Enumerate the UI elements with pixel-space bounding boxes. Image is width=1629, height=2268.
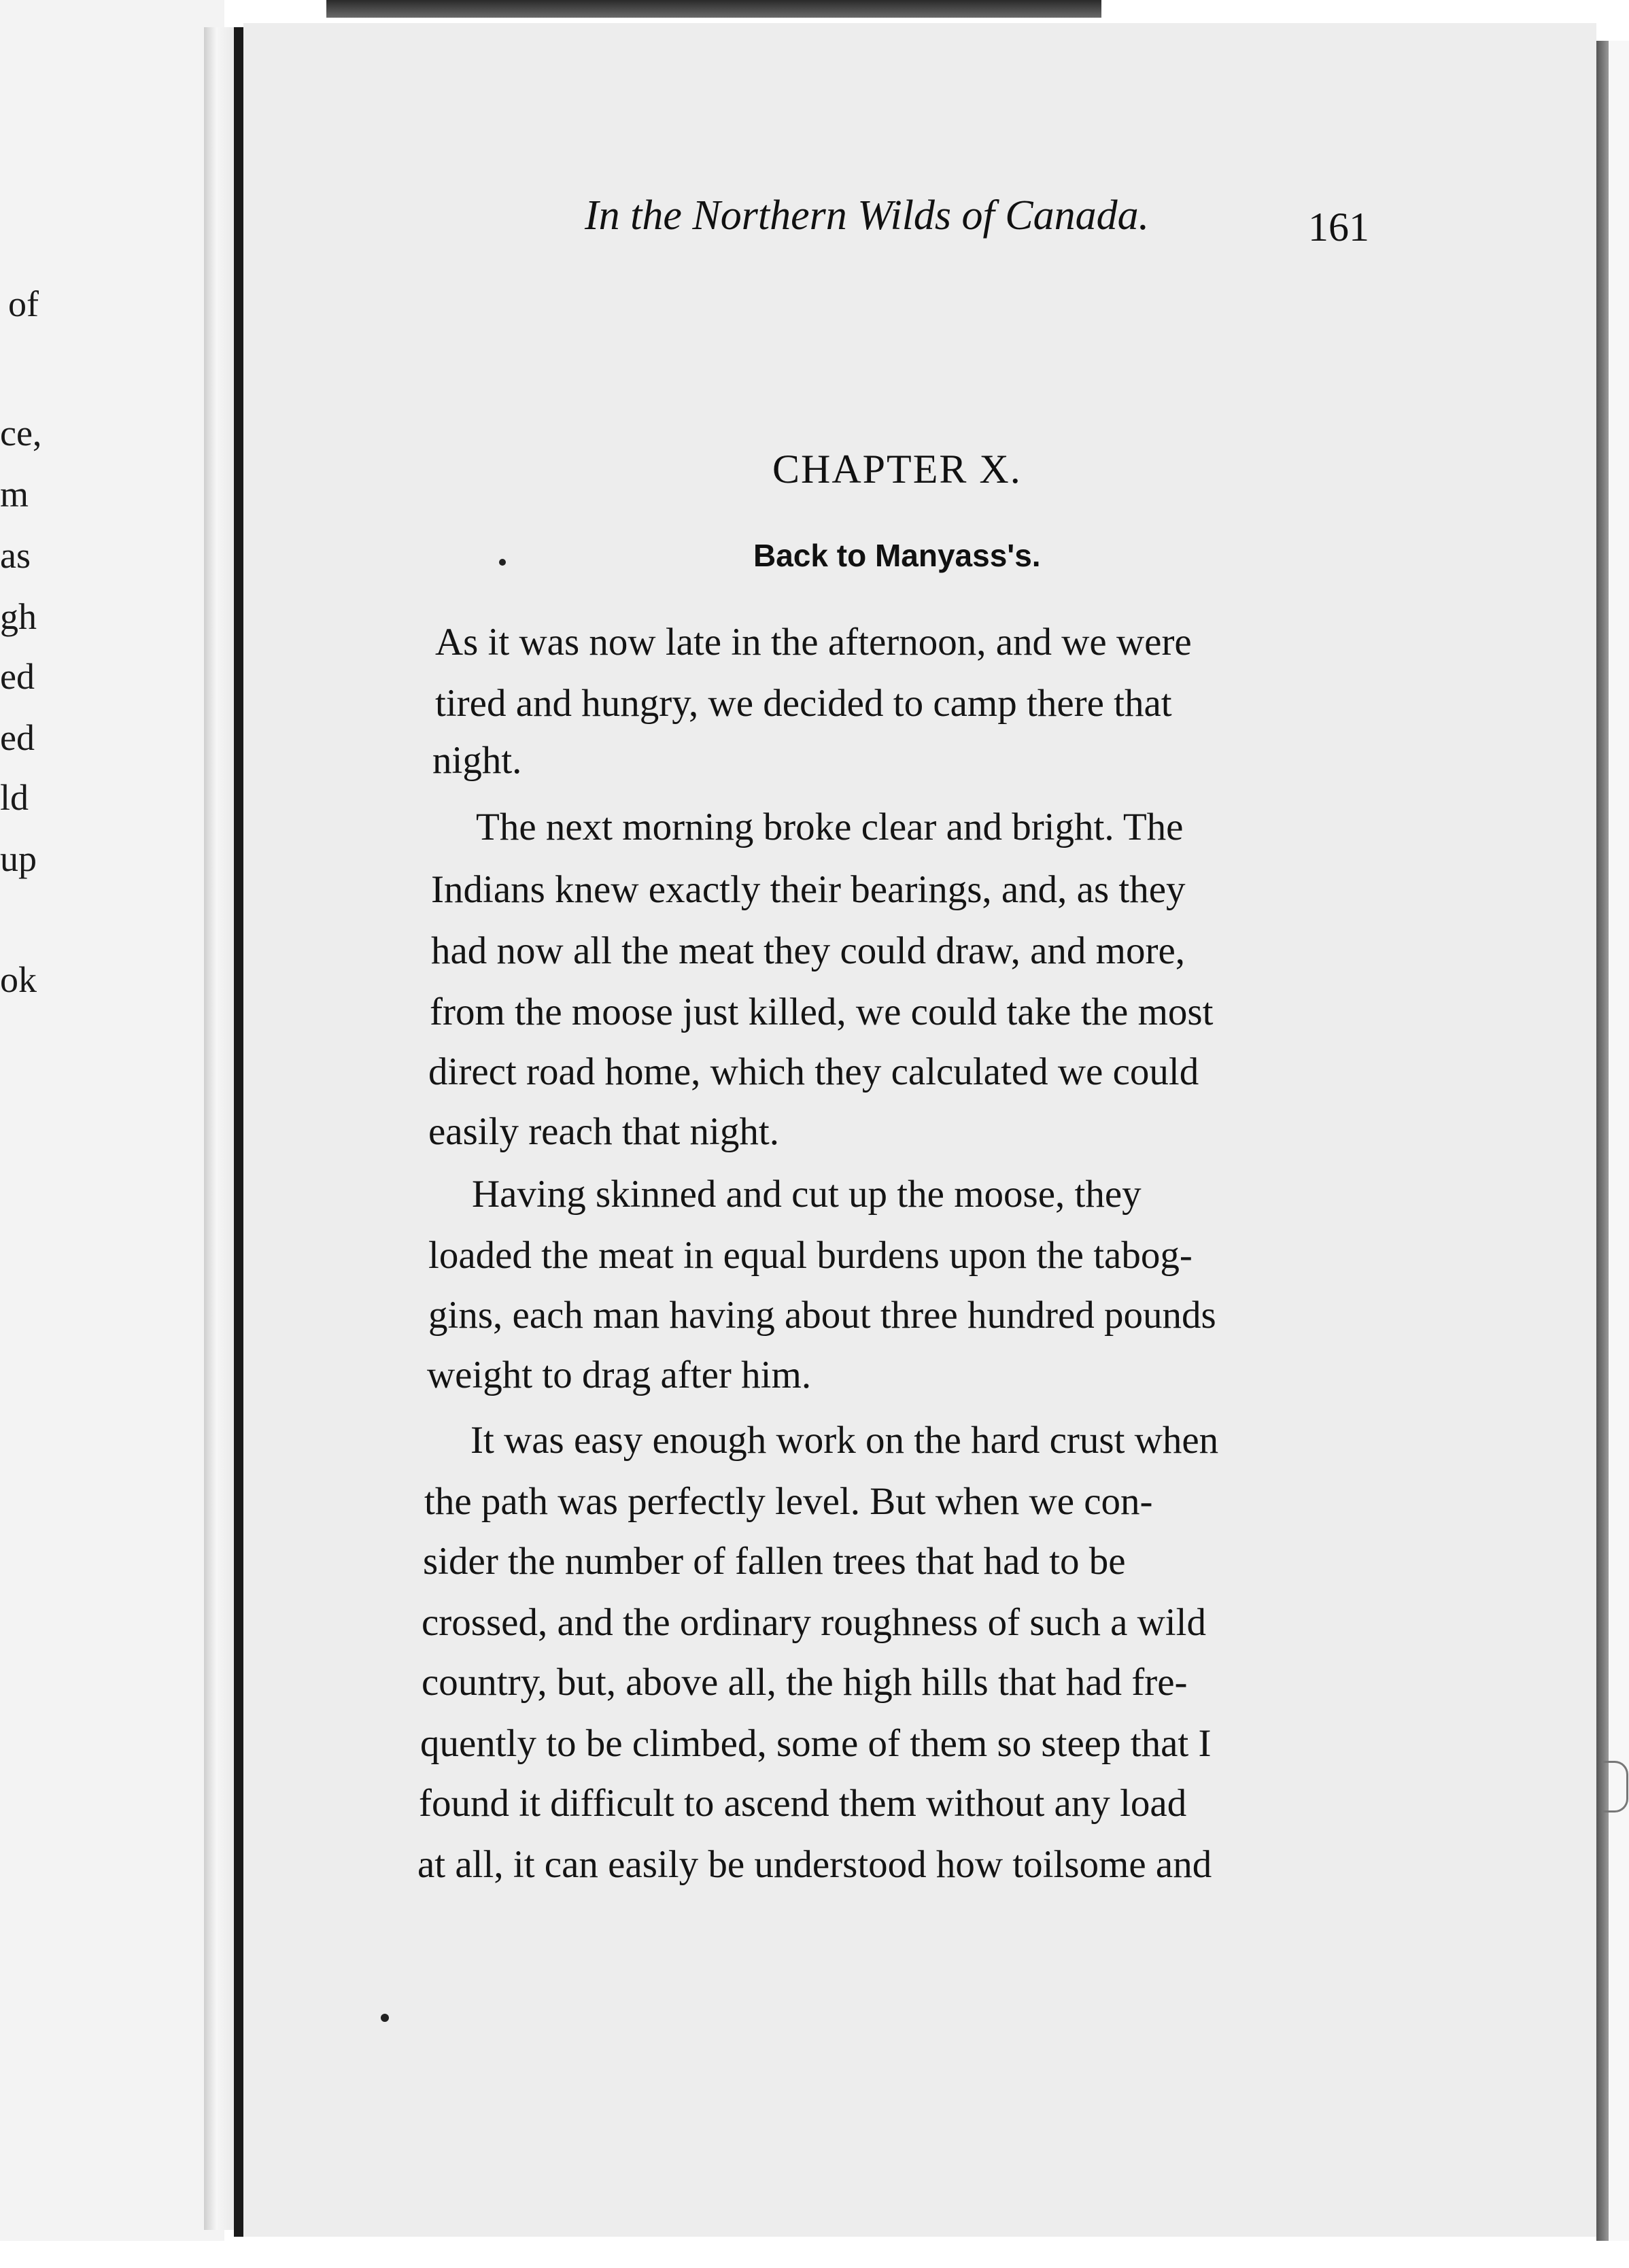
left-page-fragment: ok bbox=[0, 959, 37, 1000]
body-line: crossed, and the ordinary roughness of such a wild bbox=[422, 1601, 1206, 1644]
body-line: sider the number of fallen trees that had to be bbox=[423, 1540, 1126, 1583]
body-line: found it difficult to ascend them without any load bbox=[419, 1782, 1187, 1825]
body-line: weight to drag after him. bbox=[427, 1354, 812, 1396]
body-line: It was easy enough work on the hard crust when bbox=[470, 1419, 1219, 1462]
left-page-fragment: ld bbox=[0, 777, 29, 818]
binding-gutter bbox=[234, 27, 243, 2237]
scan-bottom-margin bbox=[0, 2241, 1629, 2268]
edge-clip-mark bbox=[1602, 1761, 1628, 1812]
body-line: loaded the meat in equal burdens upon the tabog- bbox=[428, 1234, 1193, 1277]
chapter-heading: CHAPTER X. bbox=[772, 447, 1022, 492]
body-line: had now all the meat they could draw, and more, bbox=[431, 929, 1186, 972]
body-line: Having skinned and cut up the moose, they bbox=[472, 1173, 1142, 1216]
left-page-fragment: of bbox=[8, 284, 39, 324]
left-page-fragment: m bbox=[0, 474, 29, 515]
body-line: direct road home, which they calculated we could bbox=[428, 1050, 1199, 1093]
body-line: gins, each man having about three hundred pounds bbox=[428, 1294, 1216, 1337]
body-line: at all, it can easily be understood how toilsome and bbox=[417, 1843, 1212, 1886]
chapter-subtitle: Back to Manyass's. bbox=[753, 538, 1041, 573]
body-line: from the moose just killed, we could take the most bbox=[430, 991, 1214, 1033]
body-line: Indians knew exactly their bearings, and, as they bbox=[431, 868, 1186, 911]
body-line: the path was perfectly level. But when we con- bbox=[424, 1480, 1153, 1523]
scan-top-shadow bbox=[326, 0, 1101, 18]
running-title: In the Northern Wilds of Canada. bbox=[585, 192, 1150, 239]
body-line: quently to be climbed, some of them so steep that I bbox=[420, 1722, 1212, 1765]
scan-right-margin bbox=[1609, 41, 1629, 2264]
left-page-fragment: up bbox=[0, 838, 37, 879]
left-page-fragment: ed bbox=[0, 656, 35, 697]
body-line: As it was now late in the afternoon, and we were bbox=[435, 621, 1192, 664]
left-page-fragment: ce, bbox=[0, 413, 42, 453]
page-number: 161 bbox=[1308, 205, 1369, 250]
speck-mark bbox=[381, 2014, 389, 2022]
left-page-fragment: ed bbox=[0, 717, 35, 758]
speck-mark bbox=[499, 559, 506, 566]
body-line: The next morning broke clear and bright. The bbox=[476, 806, 1184, 848]
body-line: tired and hungry, we decided to camp there that bbox=[435, 682, 1172, 725]
body-line: country, but, above all, the high hills that had fre- bbox=[422, 1661, 1188, 1704]
left-page-fragment: gh bbox=[0, 596, 37, 637]
body-line: night. bbox=[432, 739, 522, 782]
left-page-fragment: as bbox=[0, 535, 31, 576]
gutter-shadow bbox=[204, 27, 235, 2230]
left-page bbox=[0, 0, 224, 2268]
page-edge bbox=[1596, 41, 1609, 2244]
body-line: easily reach that night. bbox=[428, 1110, 779, 1153]
